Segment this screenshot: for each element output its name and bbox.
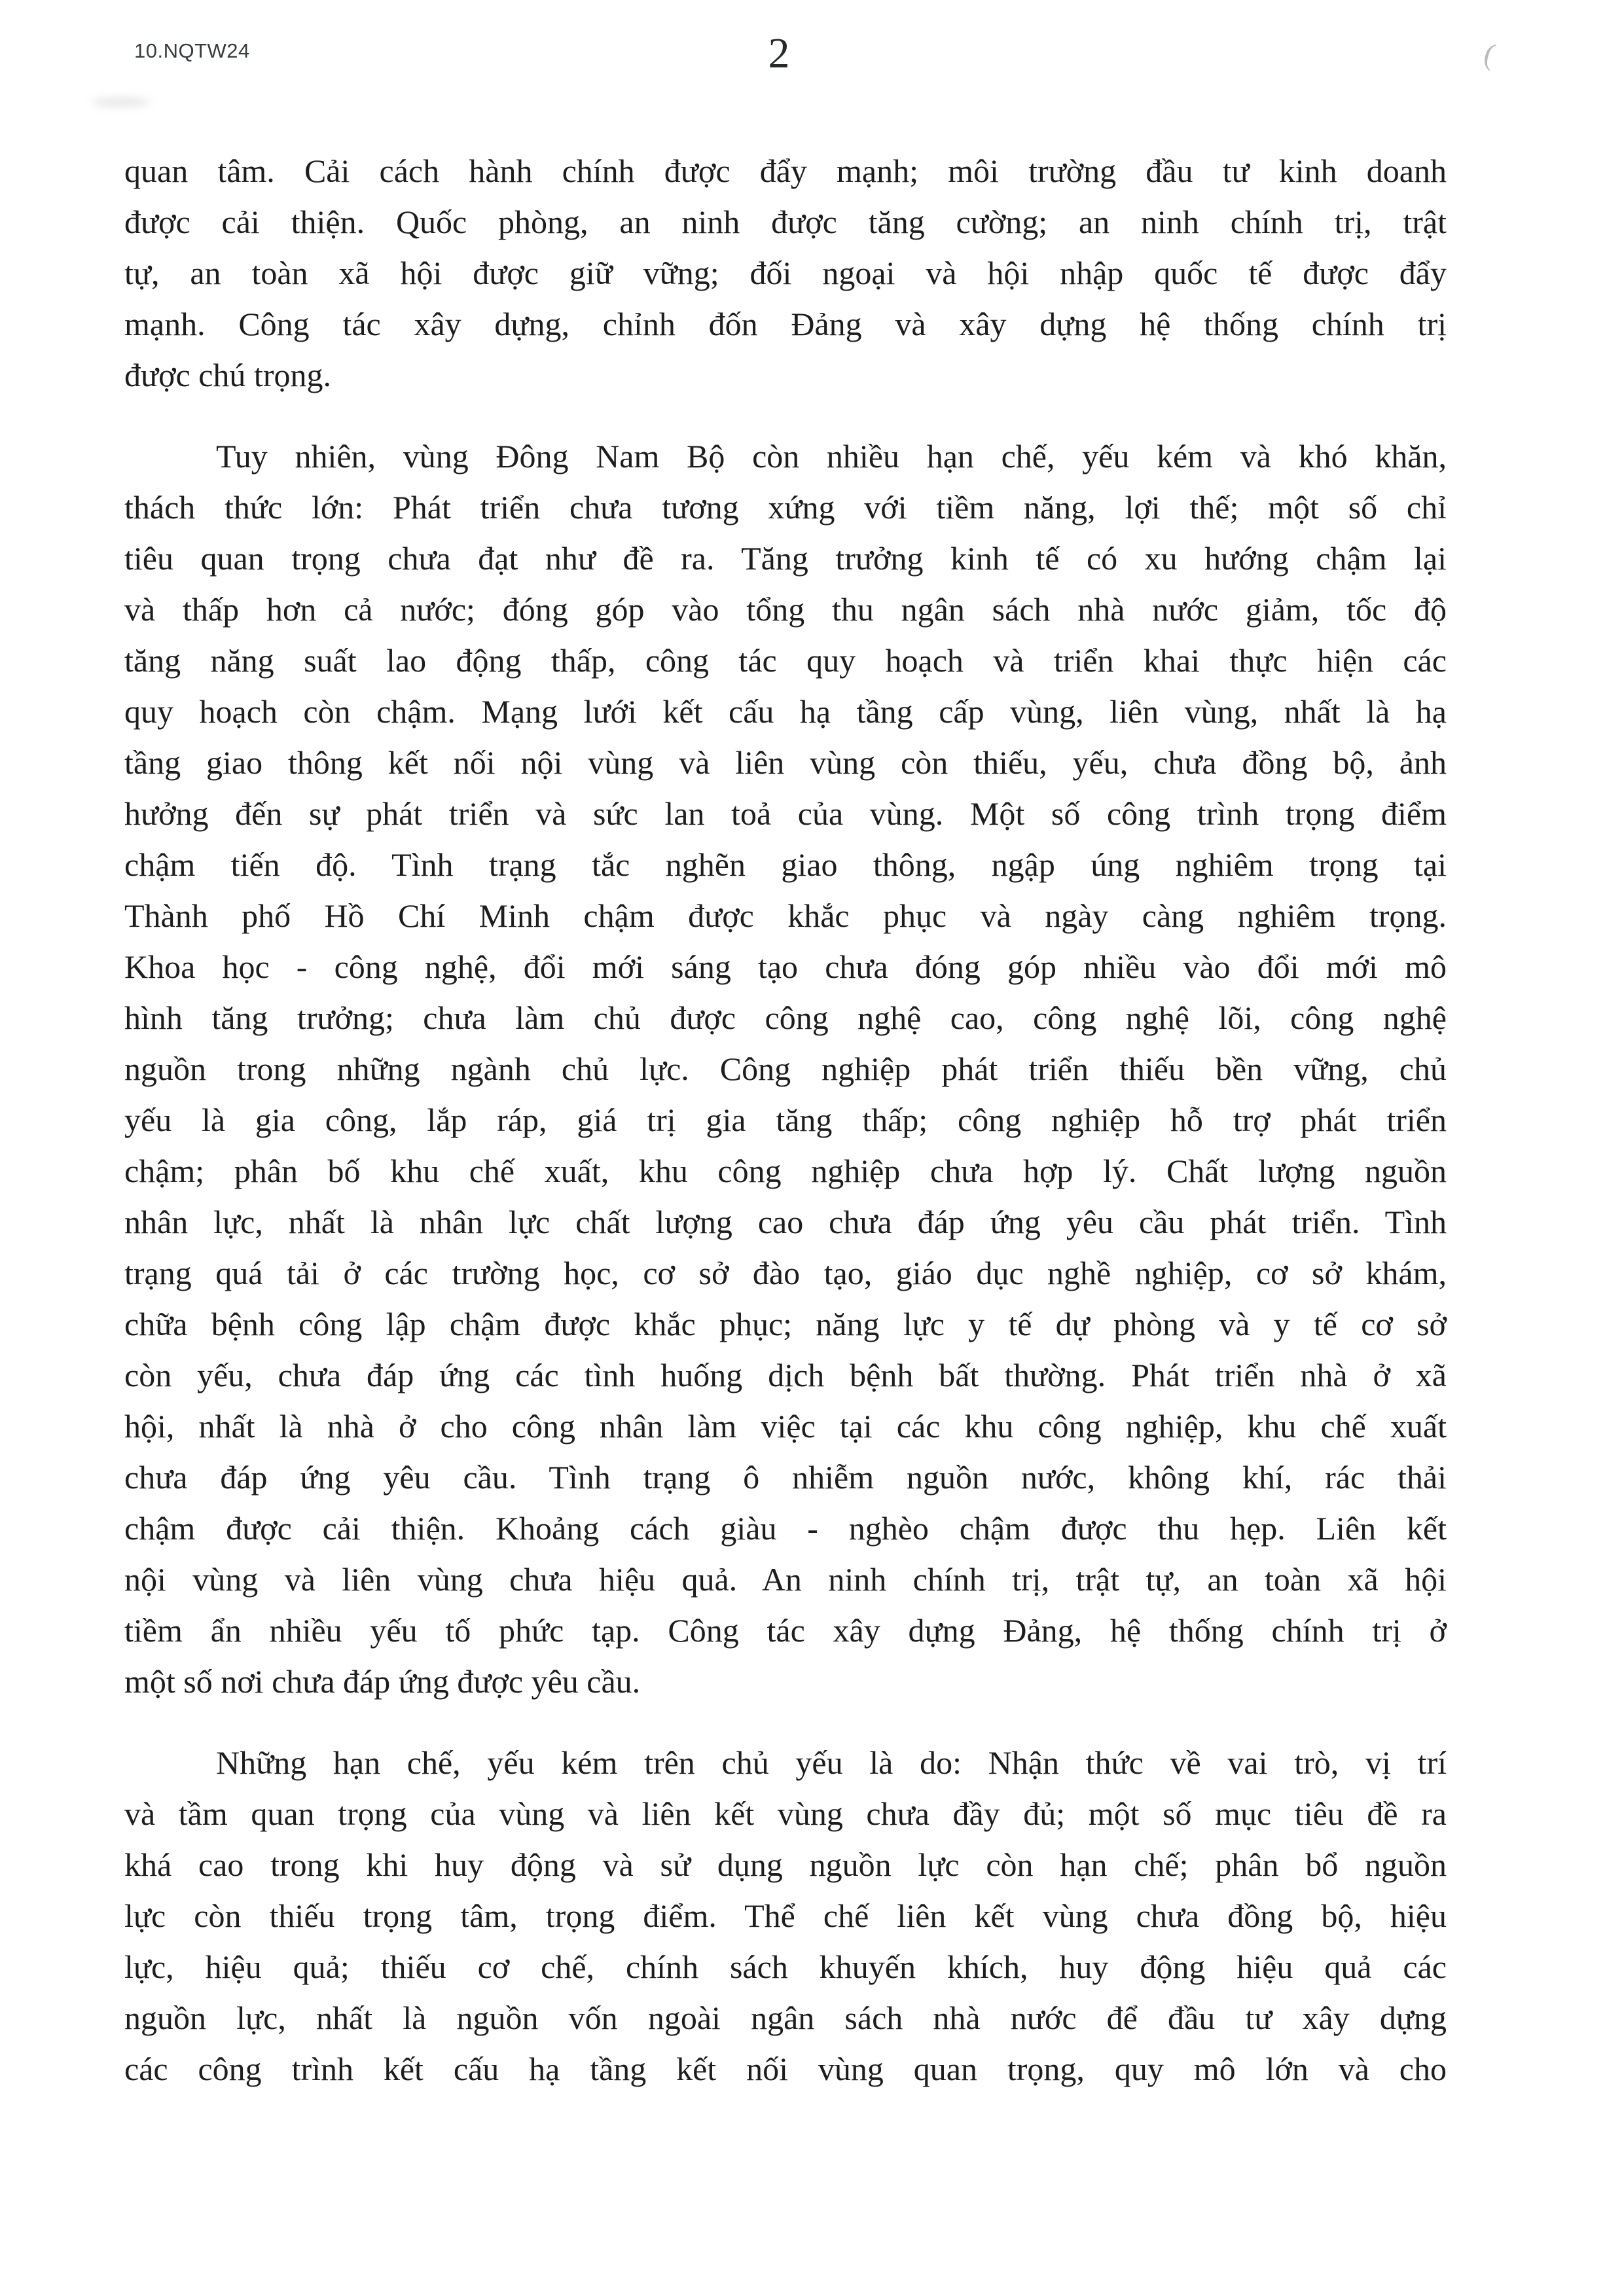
text-line: Thành phố Hồ Chí Minh chậm được khắc phục và ngày càng nghiêm trọng. (124, 897, 1447, 934)
text-line: tăng năng suất lao động thấp, công tác quy hoạch và triển khai thực hiện các (124, 642, 1447, 679)
text-line: tầng giao thông kết nối nội vùng và liên vùng còn thiếu, yếu, chưa đồng bộ, ảnh (124, 744, 1447, 781)
text-line: lực, hiệu quả; thiếu cơ chế, chính sách khuyến khích, huy động hiệu quả các (124, 1948, 1447, 1985)
text-line: chậm được cải thiện. Khoảng cách giàu - nghèo chậm được thu hẹp. Liên kết (124, 1510, 1447, 1547)
text-line: và thấp hơn cả nước; đóng góp vào tổng thu ngân sách nhà nước giảm, tốc độ (124, 591, 1447, 628)
text-line: trạng quá tải ở các trường học, cơ sở đào tạo, giáo dục nghề nghiệp, cơ sở khám, (124, 1255, 1447, 1291)
text-line: một số nơi chưa đáp ứng được yêu cầu. (124, 1663, 641, 1700)
text-line: Những hạn chế, yếu kém trên chủ yếu là do: Nhận thức về vai trò, vị trí (216, 1744, 1447, 1781)
text-line: quy hoạch còn chậm. Mạng lưới kết cấu hạ tầng cấp vùng, liên vùng, nhất là hạ (124, 693, 1447, 730)
doc-code: 10.NQTW24 (134, 39, 250, 62)
text-line: tự, an toàn xã hội được giữ vững; đối ngoại và hội nhập quốc tế được đẩy (124, 255, 1447, 291)
text-line: chậm; phân bố khu chế xuất, khu công nghiệp chưa hợp lý. Chất lượng nguồn (124, 1153, 1447, 1189)
scan-artifact-mark: ( (1481, 36, 1499, 72)
text-line: nguồn trong những ngành chủ lực. Công nghiệp phát triển thiếu bền vững, chủ (124, 1050, 1447, 1087)
page-number: 2 (768, 29, 790, 77)
paragraph (124, 145, 1447, 401)
text-line: tiêu quan trọng chưa đạt như đề ra. Tăng trưởng kinh tế có xu hướng chậm lại (124, 540, 1447, 577)
text-line: các công trình kết cấu hạ tầng kết nối vùng quan trọng, quy mô lớn và cho (124, 2051, 1447, 2087)
text-line: yếu là gia công, lắp ráp, giá trị gia tăng thấp; công nghiệp hỗ trợ phát triển (124, 1102, 1447, 1138)
text-line: khá cao trong khi huy động và sử dụng nguồn lực còn hạn chế; phân bổ nguồn (124, 1846, 1447, 1883)
text-line: nguồn lực, nhất là nguồn vốn ngoài ngân sách nhà nước để đầu tư xây dựng (124, 2000, 1447, 2036)
text-line: được cải thiện. Quốc phòng, an ninh được tăng cường; an ninh chính trị, trật (124, 204, 1447, 240)
text-line: quan tâm. Cải cách hành chính được đẩy mạnh; môi trường đầu tư kinh doanh (124, 152, 1447, 189)
paragraph (124, 1737, 1447, 2094)
paragraph (124, 431, 1447, 1707)
text-line: nhân lực, nhất là nhân lực chất lượng cao chưa đáp ứng yêu cầu phát triển. Tình (124, 1204, 1447, 1240)
text-line: và tầm quan trọng của vùng và liên kết vùng chưa đầy đủ; một số mục tiêu đề ra (124, 1795, 1447, 1832)
scan-smudge (92, 97, 151, 107)
text-line: được chú trọng. (124, 357, 331, 393)
text-line: hội, nhất là nhà ở cho công nhân làm việc tại các khu công nghiệp, khu chế xuất (124, 1408, 1447, 1444)
document-body (124, 145, 1447, 2094)
text-line: chưa đáp ứng yêu cầu. Tình trạng ô nhiễm nguồn nước, không khí, rác thải (124, 1459, 1447, 1496)
text-line: tiềm ẩn nhiều yếu tố phức tạp. Công tác xây dựng Đảng, hệ thống chính trị ở (124, 1612, 1447, 1649)
text-line: mạnh. Công tác xây dựng, chỉnh đốn Đảng và xây dựng hệ thống chính trị (124, 306, 1447, 342)
text-line: còn yếu, chưa đáp ứng các tình huống dịch bệnh bất thường. Phát triển nhà ở xã (124, 1357, 1447, 1393)
text-line: hưởng đến sự phát triển và sức lan toả của vùng. Một số công trình trọng điểm (124, 795, 1447, 832)
text-line: nội vùng và liên vùng chưa hiệu quả. An ninh chính trị, trật tự, an toàn xã hội (124, 1561, 1447, 1598)
text-line: chậm tiến độ. Tình trạng tắc nghẽn giao thông, ngập úng nghiêm trọng tại (124, 846, 1447, 883)
text-line: lực còn thiếu trọng tâm, trọng điểm. Thể chế liên kết vùng chưa đồng bộ, hiệu (124, 1897, 1447, 1934)
text-line: hình tăng trưởng; chưa làm chủ được công nghệ cao, công nghệ lõi, công nghệ (124, 999, 1447, 1036)
text-line: Tuy nhiên, vùng Đông Nam Bộ còn nhiều hạn chế, yếu kém và khó khăn, (216, 438, 1447, 475)
text-line: chữa bệnh công lập chậm được khắc phục; năng lực y tế dự phòng và y tế cơ sở (124, 1306, 1447, 1342)
text-line: Khoa học - công nghệ, đổi mới sáng tạo chưa đóng góp nhiều vào đổi mới mô (124, 948, 1447, 985)
text-line: thách thức lớn: Phát triển chưa tương xứng với tiềm năng, lợi thế; một số chỉ (124, 489, 1447, 526)
